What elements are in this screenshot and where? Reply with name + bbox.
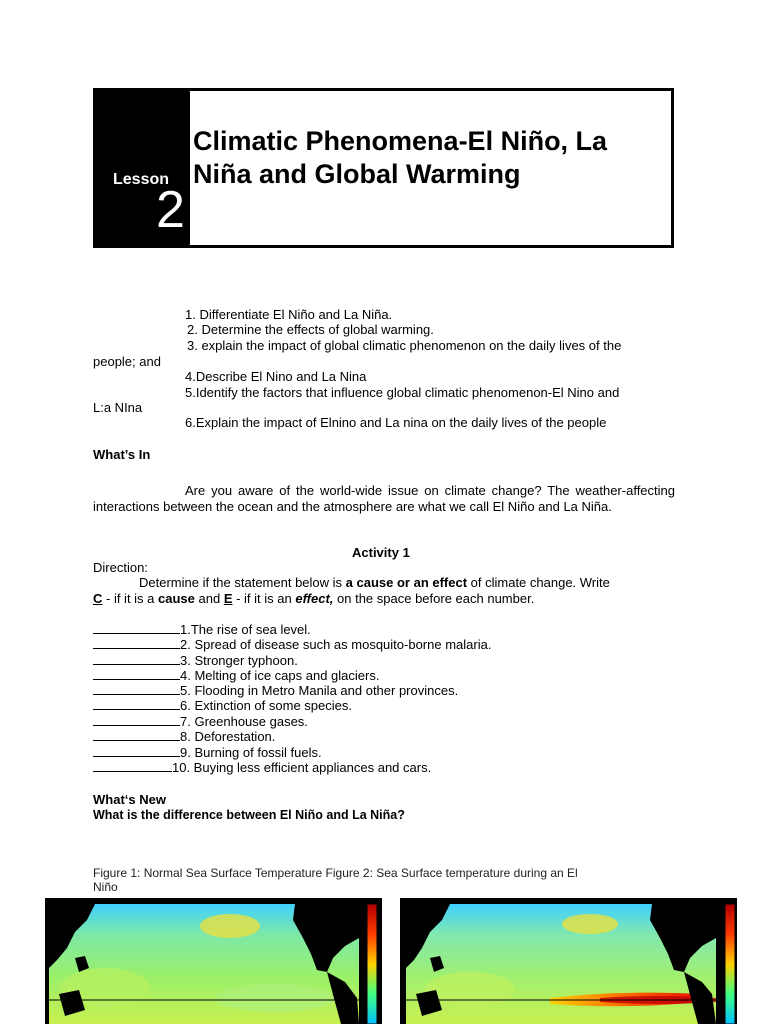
answer-blank[interactable] — [93, 760, 172, 772]
instruction-text: and — [194, 591, 224, 606]
instruction-emphasis: effect, — [295, 591, 334, 606]
figure-2-el-nino-sst-map — [400, 898, 737, 1024]
activity-item-text: 8. Deforestation. — [180, 729, 276, 744]
activity-item-text: 6. Extinction of some species. — [180, 698, 352, 713]
answer-blank[interactable] — [93, 668, 180, 680]
instruction-text: Determine if the statement below is — [139, 575, 346, 590]
code-e: E — [223, 591, 233, 606]
whats-in-paragraph: Are you aware of the world-wide issue on climate change? The weather-affecting interactions between the ocean and the atmosphere are what we call El Niño and La Niña. — [93, 483, 675, 514]
objective-item: L:a NIna — [93, 400, 143, 415]
activity-item-text: 10. Buying less efficient appliances and cars. — [172, 760, 432, 775]
answer-blank[interactable] — [93, 653, 180, 665]
whats-new-heading: What‘s New — [93, 792, 166, 807]
activity-item — [93, 729, 275, 744]
answer-blank[interactable] — [93, 745, 180, 757]
activity-item-text: 5. Flooding in Metro Manila and other provinces. — [180, 683, 459, 698]
code-c: C — [93, 591, 103, 606]
instruction-emphasis: a cause or an effect — [345, 575, 468, 590]
activity-instructions-line-1 — [139, 575, 610, 590]
activity-item-text: 1.The rise of sea level. — [180, 622, 311, 637]
activity-item — [93, 637, 491, 652]
objective-item: 2. Determine the effects of global warming. — [187, 322, 434, 337]
whats-new-question: What is the difference between El Niño and La Niña? — [93, 808, 405, 822]
answer-blank[interactable] — [93, 683, 180, 695]
lesson-number: 2 — [156, 181, 185, 239]
activity-item — [93, 698, 352, 713]
whats-in-heading: What’s In — [93, 447, 151, 462]
direction-label: Direction: — [93, 560, 148, 575]
objective-item: 1. Differentiate El Niño and La Niña. — [185, 307, 393, 322]
activity-item-text: 4. Melting of ice caps and glaciers. — [180, 668, 380, 683]
activity-item-text: 7. Greenhouse gases. — [180, 714, 308, 729]
activity-item — [93, 622, 311, 637]
instruction-text: on the space before each number. — [333, 591, 535, 606]
activity-item-text: 3. Stronger typhoon. — [180, 653, 298, 668]
objective-item: 5.Identify the factors that influence global climatic phenomenon-El Nino and — [185, 385, 620, 400]
activity-item-text: 2. Spread of disease such as mosquito-borne malaria. — [180, 637, 492, 652]
figure-1-sst-map — [45, 898, 382, 1024]
answer-blank[interactable] — [93, 714, 180, 726]
objective-item: 4.Describe El Nino and La Nina — [185, 369, 367, 384]
activity-title: Activity 1 — [352, 545, 410, 560]
answer-blank[interactable] — [93, 622, 180, 634]
objective-item: 6.Explain the impact of Elnino and La nina on the daily lives of the people — [185, 415, 607, 430]
activity-item — [93, 760, 431, 775]
figure-caption — [93, 866, 633, 894]
instruction-text: of climate change. Write — [467, 575, 610, 590]
activity-item — [93, 683, 458, 698]
instruction-emphasis: cause — [158, 591, 195, 606]
instruction-text: - if it is a — [102, 591, 159, 606]
lesson-title-line-1: Climatic Phenomena-El Niño, La — [193, 126, 608, 156]
figure-caption-line-2: Niño — [93, 880, 118, 894]
activity-item — [93, 714, 308, 729]
activity-item — [93, 745, 322, 760]
objective-item: 3. explain the impact of global climatic phenomenon on the daily lives of the — [187, 338, 622, 353]
lesson-label: Lesson — [113, 171, 170, 188]
activity-item — [93, 653, 298, 668]
instruction-text: - if it is an — [232, 591, 296, 606]
lesson-title-line-2: Niña and Global Warming — [193, 159, 521, 189]
objective-item: people; and — [93, 354, 161, 369]
answer-blank[interactable] — [93, 729, 180, 741]
answer-blank[interactable] — [93, 698, 180, 710]
lesson-title — [193, 125, 673, 191]
answer-blank[interactable] — [93, 637, 180, 649]
activity-instructions-line-2 — [93, 591, 534, 606]
activity-item-text: 9. Burning of fossil fuels. — [180, 745, 322, 760]
figure-caption-line-1: Figure 1: Normal Sea Surface Temperature Figure 2: Sea Surface temperature during an El — [93, 866, 578, 880]
activity-item — [93, 668, 379, 683]
